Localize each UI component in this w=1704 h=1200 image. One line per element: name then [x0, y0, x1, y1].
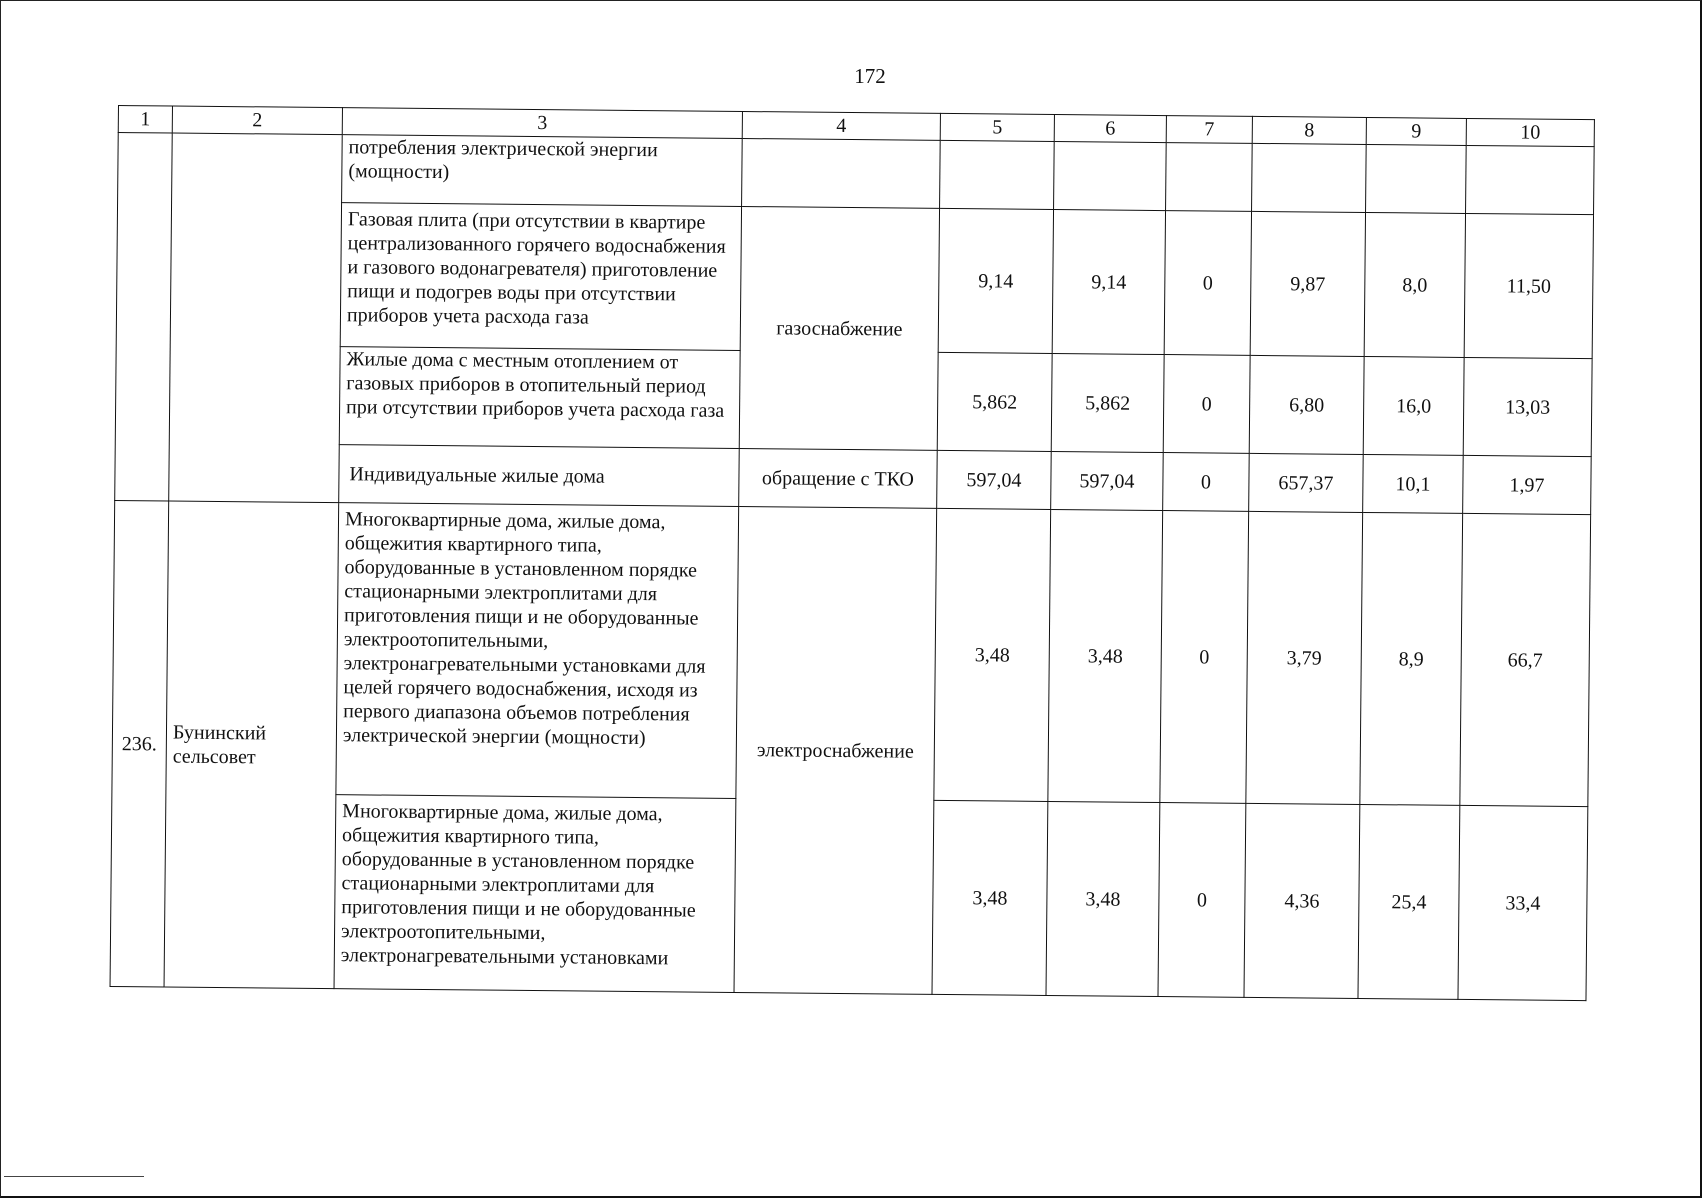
cell-value-col5: 597,04: [937, 450, 1052, 509]
header-col-10: 10: [1466, 118, 1594, 146]
header-col-9: 9: [1366, 117, 1466, 145]
cell-value-col6: 3,48: [1048, 509, 1163, 802]
cell-value-col5: 3,48: [932, 800, 1048, 995]
cell-description: потребления электрической энергии (мощности): [342, 135, 743, 207]
cell-description: Многоквартирные дома, жилые дома, общежития квартирного типа, оборудованные в установленном порядке стационарными электроплитами для приготовления пищи и не оборудованные электроотопительными, электронагревательными установками для целей горячего водоснабжения, исходя из первого диапазона объемов потребления электрической энергии (мощности): [336, 503, 739, 799]
cell-value-col7: 0: [1160, 511, 1249, 804]
cell-value-col9: 10,1: [1363, 454, 1464, 513]
cell-value-empty: [940, 140, 1055, 209]
cell-value-empty: [1166, 143, 1253, 212]
page-number: 172: [854, 64, 886, 88]
cell-municipality-empty: [169, 133, 343, 503]
header-col-7: 7: [1166, 116, 1252, 144]
cell-category-empty: [742, 138, 941, 208]
cell-category-gas: газоснабжение: [739, 206, 939, 450]
header-col-8: 8: [1252, 116, 1366, 144]
cell-value-col10: 11,50: [1464, 213, 1593, 358]
cell-value-col9: 8,0: [1364, 212, 1465, 357]
header-col-3: 3: [342, 108, 742, 139]
cell-value-col6: 3,48: [1046, 801, 1160, 996]
cell-description: Индивидуальные жилые дома: [339, 445, 740, 507]
cell-value-empty: [1252, 143, 1367, 212]
cell-value-col10: 33,4: [1458, 805, 1588, 1000]
cell-value-col5: 3,48: [934, 508, 1051, 801]
cell-value-col8: 3,79: [1246, 511, 1363, 804]
header-col-1: 1: [118, 106, 172, 134]
cell-value-empty: [1366, 144, 1467, 213]
cell-value-col6: 5,862: [1051, 353, 1164, 452]
tariff-table: [110, 105, 1595, 1001]
cell-value-col8: 6,80: [1249, 355, 1364, 454]
cell-value-empty: [1054, 141, 1167, 210]
cell-value-col10: 66,7: [1460, 513, 1591, 806]
cell-value-col10: 13,03: [1463, 357, 1592, 456]
cell-value-col7: 0: [1164, 211, 1251, 356]
cell-category-elec: электроснабжение: [734, 506, 937, 994]
cell-value-col8: 657,37: [1249, 453, 1364, 512]
cell-value-col6: 9,14: [1052, 209, 1165, 354]
cell-value-col6: 597,04: [1051, 451, 1164, 510]
cell-description: Газовая плита (при отсутствии в квартире централизованного горячего водоснабжения и газового водонагревателя) приготовление пищи и подогрев воды при отсутствии приборов учета расхода газа: [340, 203, 741, 351]
cell-row-number: 236.: [110, 500, 169, 986]
cell-value-col8: 9,87: [1250, 211, 1365, 356]
cell-description: Жилые дома с местным отоплением от газовых приборов в отопительный период при отсутствии приборов учета расхода газа: [339, 347, 740, 449]
header-col-2: 2: [172, 106, 342, 135]
cell-municipality: Бунинский сельсовет: [164, 501, 339, 989]
table-row-elec-1: [112, 500, 1591, 806]
cell-value-col9: 8,9: [1360, 512, 1463, 805]
cell-value-empty: [1466, 145, 1595, 214]
header-col-5: 5: [940, 113, 1054, 141]
cell-value-col9: 25,4: [1358, 804, 1460, 999]
header-col-4: 4: [742, 111, 940, 140]
table-row-continuation: [118, 133, 1595, 215]
header-col-6: 6: [1054, 114, 1166, 142]
footer-rule: [4, 1176, 144, 1177]
cell-value-col9: 16,0: [1363, 356, 1464, 455]
cell-description: Многоквартирные дома, жилые дома, общежития квартирного типа, оборудованные в установленном порядке стационарными электроплитами для приготовления пищи и не оборудованные электроотопительными, электронагревательными установками: [334, 795, 736, 993]
cell-value-col7: 0: [1158, 803, 1246, 998]
cell-value-col5: 5,862: [937, 352, 1052, 451]
cell-value-col7: 0: [1163, 453, 1250, 512]
cell-value-col5: 9,14: [938, 208, 1053, 353]
cell-value-col8: 4,36: [1244, 803, 1360, 998]
cell-category-tko: обращение с ТКО: [739, 448, 938, 508]
cell-value-col7: 0: [1163, 355, 1250, 454]
cell-value-col10: 1,97: [1463, 455, 1592, 514]
cell-number-empty: [115, 133, 173, 502]
